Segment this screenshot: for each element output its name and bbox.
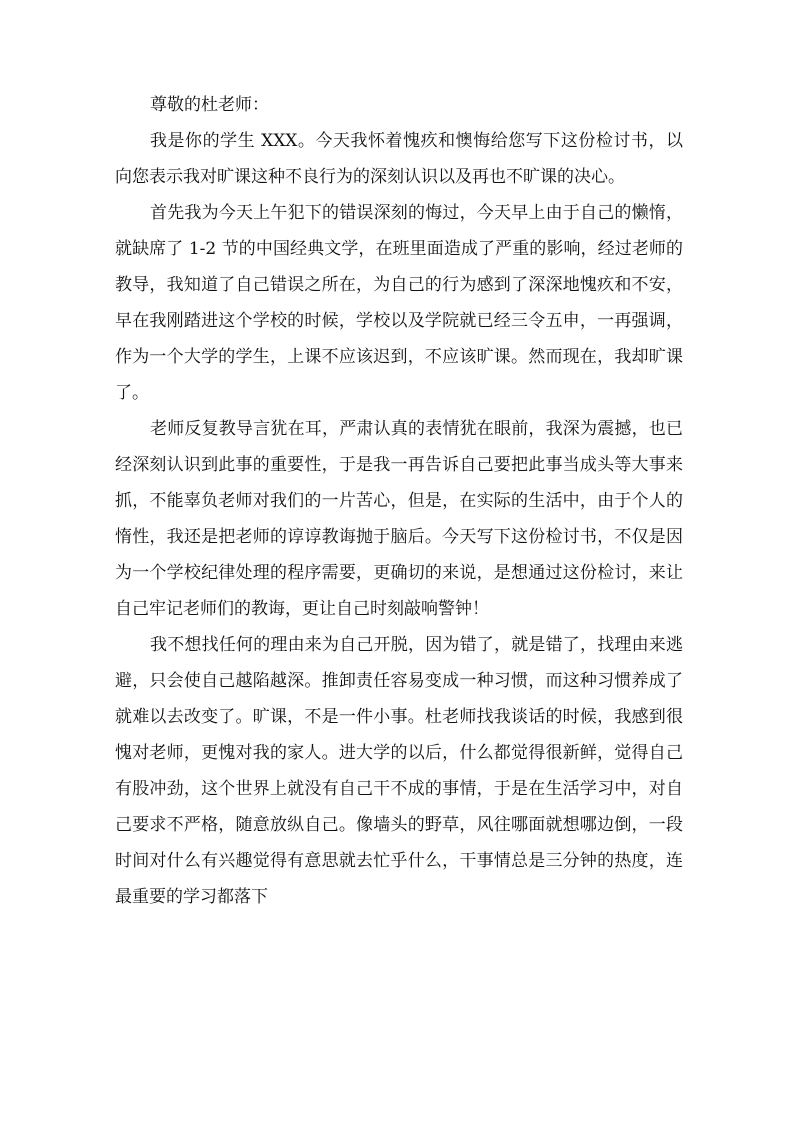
paragraph-reflection: 首先我为今天上午犯下的错误深刻的悔过，今天早上由于自己的懒惰，就缺席了 1-2 节的中国经典文学，在班里面造成了严重的影响，经过老师的教导，我知道了自己错误之所在，为自己的行为感到了深深地愧疚和不安，早在我刚踏进这个学校的时候，学校以及学院就已经三令五申，一再强调，作为一个大学的学生，上课不应该迟到，不应该旷课。然而现在，我却旷课了。 — [115, 203, 683, 403]
paragraph-no-excuses: 我不想找任何的理由来为自己开脱，因为错了，就是错了，找理由来逃避，只会使自己越陷越深。推卸责任容易变成一种习惯，而这种习惯养成了就难以去改变了。旷课，不是一件小事。杜老师找我谈话的时候，我感到很愧对老师，更愧对我的家人。进大学的以后，什么都觉得很新鲜，觉得自己有股冲劲，这个世界上就没有自己干不成的事情，于是在生活学习中，对自己要求不严格，随意放纵自己。像墙头的野草，风往哪面就想哪边倒，一段时间对什么有兴趣觉得有意思就去忙乎什么，干事情总是三分钟的热度，连最重要的学习都落下 — [115, 635, 683, 907]
paragraph-intro: 我是你的学生 XXX。今天我怀着愧疚和懊悔给您写下这份检讨书，以向您表示我对旷课这种不良行为的深刻认识以及再也不旷课的决心。 — [115, 131, 683, 187]
salutation: 尊敬的杜老师： — [150, 95, 269, 115]
paragraph-teacher-guidance: 老师反复教导言犹在耳，严肃认真的表情犹在眼前，我深为震撼，也已经深刻认识到此事的重要性，于是我一再告诉自己要把此事当成头等大事来抓，不能辜负老师对我们的一片苦心，但是，在实际的生活中，由于个人的惰性，我还是把老师的谆谆教诲抛于脑后。今天写下这份检讨书，不仅是因为一个学校纪律处理的程序需要，更确切的来说，是想通过这份检讨，来让自己牢记老师们的教诲，更让自己时刻敲响警钟！ — [115, 419, 683, 619]
letter-body — [115, 87, 683, 915]
